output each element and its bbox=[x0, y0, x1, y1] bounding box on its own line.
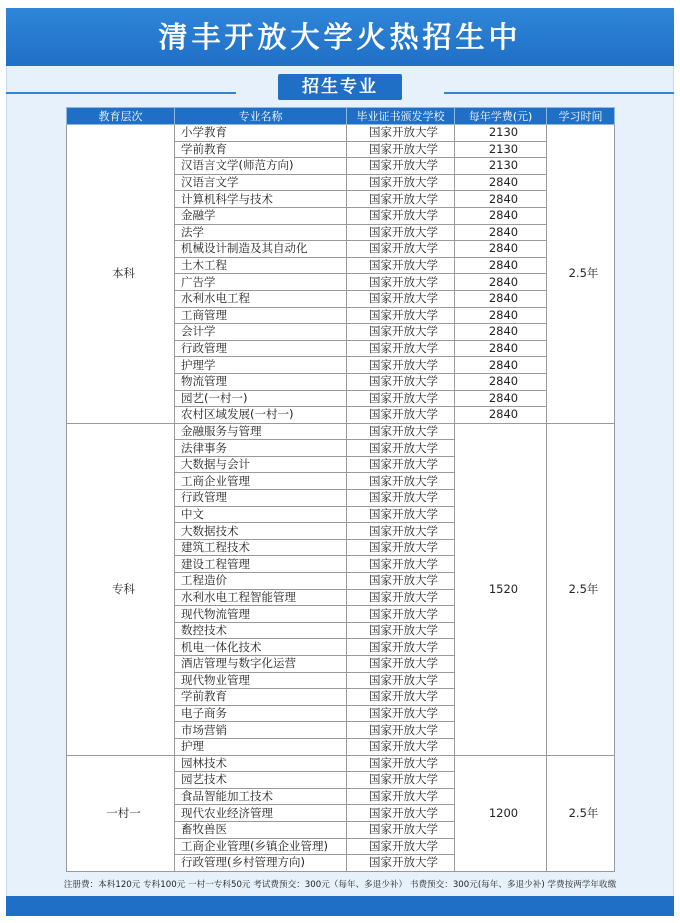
fee-cell: 2840 bbox=[455, 357, 547, 374]
fee-cell: 2840 bbox=[455, 224, 547, 241]
fee-cell: 2840 bbox=[455, 241, 547, 258]
major-cell: 畜牧兽医 bbox=[175, 821, 347, 838]
duration-cell: 2.5年 bbox=[547, 755, 615, 871]
fee-cell: 2840 bbox=[455, 324, 547, 341]
column-header-fee: 每年学费(元) bbox=[455, 108, 547, 125]
major-cell: 现代农业经济管理 bbox=[175, 805, 347, 822]
school-cell: 国家开放大学 bbox=[347, 738, 455, 755]
school-cell: 国家开放大学 bbox=[347, 506, 455, 523]
major-cell: 数控技术 bbox=[175, 622, 347, 639]
school-cell: 国家开放大学 bbox=[347, 589, 455, 606]
major-cell: 市场营销 bbox=[175, 722, 347, 739]
fee-cell: 2130 bbox=[455, 125, 547, 142]
school-cell: 国家开放大学 bbox=[347, 606, 455, 623]
school-cell: 国家开放大学 bbox=[347, 573, 455, 590]
school-cell: 国家开放大学 bbox=[347, 257, 455, 274]
fee-cell: 2840 bbox=[455, 207, 547, 224]
fee-cell: 2840 bbox=[455, 174, 547, 191]
section-title: 招生专业 bbox=[278, 74, 402, 100]
majors-table bbox=[66, 107, 615, 872]
school-cell: 国家开放大学 bbox=[347, 440, 455, 457]
major-cell: 机械设计制造及其自动化 bbox=[175, 241, 347, 258]
major-cell: 计算机科学与技术 bbox=[175, 191, 347, 208]
major-cell: 现代物流管理 bbox=[175, 606, 347, 623]
school-cell: 国家开放大学 bbox=[347, 141, 455, 158]
school-cell: 国家开放大学 bbox=[347, 174, 455, 191]
table-row bbox=[67, 755, 615, 772]
major-cell: 护理 bbox=[175, 738, 347, 755]
level-cell: 一村一 bbox=[67, 755, 175, 871]
column-header-duration: 学习时间 bbox=[547, 108, 615, 125]
major-cell: 工商企业管理 bbox=[175, 473, 347, 490]
major-cell: 学前教育 bbox=[175, 689, 347, 706]
school-cell: 国家开放大学 bbox=[347, 656, 455, 673]
fee-cell: 1520 bbox=[455, 423, 547, 755]
major-cell: 大数据技术 bbox=[175, 523, 347, 540]
school-cell: 国家开放大学 bbox=[347, 290, 455, 307]
school-cell: 国家开放大学 bbox=[347, 689, 455, 706]
school-cell: 国家开放大学 bbox=[347, 456, 455, 473]
school-cell: 国家开放大学 bbox=[347, 473, 455, 490]
school-cell: 国家开放大学 bbox=[347, 340, 455, 357]
major-cell: 会计学 bbox=[175, 324, 347, 341]
school-cell: 国家开放大学 bbox=[347, 539, 455, 556]
major-cell: 小学教育 bbox=[175, 125, 347, 142]
column-header-major: 专业名称 bbox=[175, 108, 347, 125]
fee-cell: 2840 bbox=[455, 390, 547, 407]
major-cell: 食品智能加工技术 bbox=[175, 788, 347, 805]
page-title: 清丰开放大学火热招生中 bbox=[6, 8, 674, 66]
major-cell: 学前教育 bbox=[175, 141, 347, 158]
school-cell: 国家开放大学 bbox=[347, 772, 455, 789]
school-cell: 国家开放大学 bbox=[347, 357, 455, 374]
major-cell: 土木工程 bbox=[175, 257, 347, 274]
major-cell: 水利水电工程 bbox=[175, 290, 347, 307]
fee-cell: 2840 bbox=[455, 340, 547, 357]
major-cell: 行政管理 bbox=[175, 490, 347, 507]
major-cell: 建筑工程技术 bbox=[175, 539, 347, 556]
column-header-level: 教育层次 bbox=[67, 108, 175, 125]
major-cell: 农村区域发展(一村一) bbox=[175, 407, 347, 424]
major-cell: 护理学 bbox=[175, 357, 347, 374]
major-cell: 水利水电工程智能管理 bbox=[175, 589, 347, 606]
major-cell: 工商管理 bbox=[175, 307, 347, 324]
major-cell: 行政管理 bbox=[175, 340, 347, 357]
major-cell: 汉语言文学 bbox=[175, 174, 347, 191]
school-cell: 国家开放大学 bbox=[347, 821, 455, 838]
school-cell: 国家开放大学 bbox=[347, 307, 455, 324]
table-header-row bbox=[67, 108, 615, 125]
fee-cell: 2840 bbox=[455, 407, 547, 424]
major-cell: 法学 bbox=[175, 224, 347, 241]
school-cell: 国家开放大学 bbox=[347, 207, 455, 224]
major-cell: 现代物业管理 bbox=[175, 672, 347, 689]
school-cell: 国家开放大学 bbox=[347, 622, 455, 639]
fee-cell: 2840 bbox=[455, 191, 547, 208]
major-cell: 物流管理 bbox=[175, 373, 347, 390]
major-cell: 行政管理(乡村管理方向) bbox=[175, 855, 347, 872]
table-body bbox=[67, 125, 615, 872]
school-cell: 国家开放大学 bbox=[347, 672, 455, 689]
major-cell: 园林技术 bbox=[175, 755, 347, 772]
major-cell: 中文 bbox=[175, 506, 347, 523]
school-cell: 国家开放大学 bbox=[347, 490, 455, 507]
school-cell: 国家开放大学 bbox=[347, 722, 455, 739]
major-cell: 酒店管理与数字化运营 bbox=[175, 656, 347, 673]
school-cell: 国家开放大学 bbox=[347, 224, 455, 241]
school-cell: 国家开放大学 bbox=[347, 324, 455, 341]
school-cell: 国家开放大学 bbox=[347, 423, 455, 440]
school-cell: 国家开放大学 bbox=[347, 639, 455, 656]
major-cell: 园艺技术 bbox=[175, 772, 347, 789]
major-cell: 电子商务 bbox=[175, 705, 347, 722]
fee-cell: 2840 bbox=[455, 373, 547, 390]
fee-cell: 2840 bbox=[455, 274, 547, 291]
duration-cell: 2.5年 bbox=[547, 125, 615, 424]
school-cell: 国家开放大学 bbox=[347, 755, 455, 772]
major-cell: 法律事务 bbox=[175, 440, 347, 457]
fee-cell: 2840 bbox=[455, 290, 547, 307]
school-cell: 国家开放大学 bbox=[347, 855, 455, 872]
school-cell: 国家开放大学 bbox=[347, 241, 455, 258]
level-cell: 本科 bbox=[67, 125, 175, 424]
table-row bbox=[67, 125, 615, 142]
column-header-school: 毕业证书颁发学校 bbox=[347, 108, 455, 125]
major-cell: 机电一体化技术 bbox=[175, 639, 347, 656]
school-cell: 国家开放大学 bbox=[347, 390, 455, 407]
bottom-bar bbox=[6, 896, 674, 916]
major-cell: 金融服务与管理 bbox=[175, 423, 347, 440]
major-cell: 金融学 bbox=[175, 207, 347, 224]
duration-cell: 2.5年 bbox=[547, 423, 615, 755]
school-cell: 国家开放大学 bbox=[347, 274, 455, 291]
major-cell: 建设工程管理 bbox=[175, 556, 347, 573]
level-cell: 专科 bbox=[67, 423, 175, 755]
major-cell: 汉语言文学(师范方向) bbox=[175, 158, 347, 175]
school-cell: 国家开放大学 bbox=[347, 407, 455, 424]
fee-cell: 1200 bbox=[455, 755, 547, 871]
major-cell: 工商企业管理(乡镇企业管理) bbox=[175, 838, 347, 855]
major-cell: 广告学 bbox=[175, 274, 347, 291]
school-cell: 国家开放大学 bbox=[347, 523, 455, 540]
school-cell: 国家开放大学 bbox=[347, 373, 455, 390]
fee-cell: 2130 bbox=[455, 158, 547, 175]
major-cell: 工程造价 bbox=[175, 573, 347, 590]
school-cell: 国家开放大学 bbox=[347, 788, 455, 805]
school-cell: 国家开放大学 bbox=[347, 805, 455, 822]
school-cell: 国家开放大学 bbox=[347, 191, 455, 208]
school-cell: 国家开放大学 bbox=[347, 705, 455, 722]
fee-cell: 2130 bbox=[455, 141, 547, 158]
major-cell: 大数据与会计 bbox=[175, 456, 347, 473]
school-cell: 国家开放大学 bbox=[347, 556, 455, 573]
fee-cell: 2840 bbox=[455, 257, 547, 274]
school-cell: 国家开放大学 bbox=[347, 158, 455, 175]
major-cell: 园艺(一村一) bbox=[175, 390, 347, 407]
fee-cell: 2840 bbox=[455, 307, 547, 324]
table-row bbox=[67, 423, 615, 440]
school-cell: 国家开放大学 bbox=[347, 125, 455, 142]
footer-note: 注册费：本科120元 专科100元 一村一专科50元 考试费预交：300元（每年、多退少补） 书费预交：300元(每年、多退少补) 学费按两学年收缴 bbox=[63, 880, 617, 890]
school-cell: 国家开放大学 bbox=[347, 838, 455, 855]
